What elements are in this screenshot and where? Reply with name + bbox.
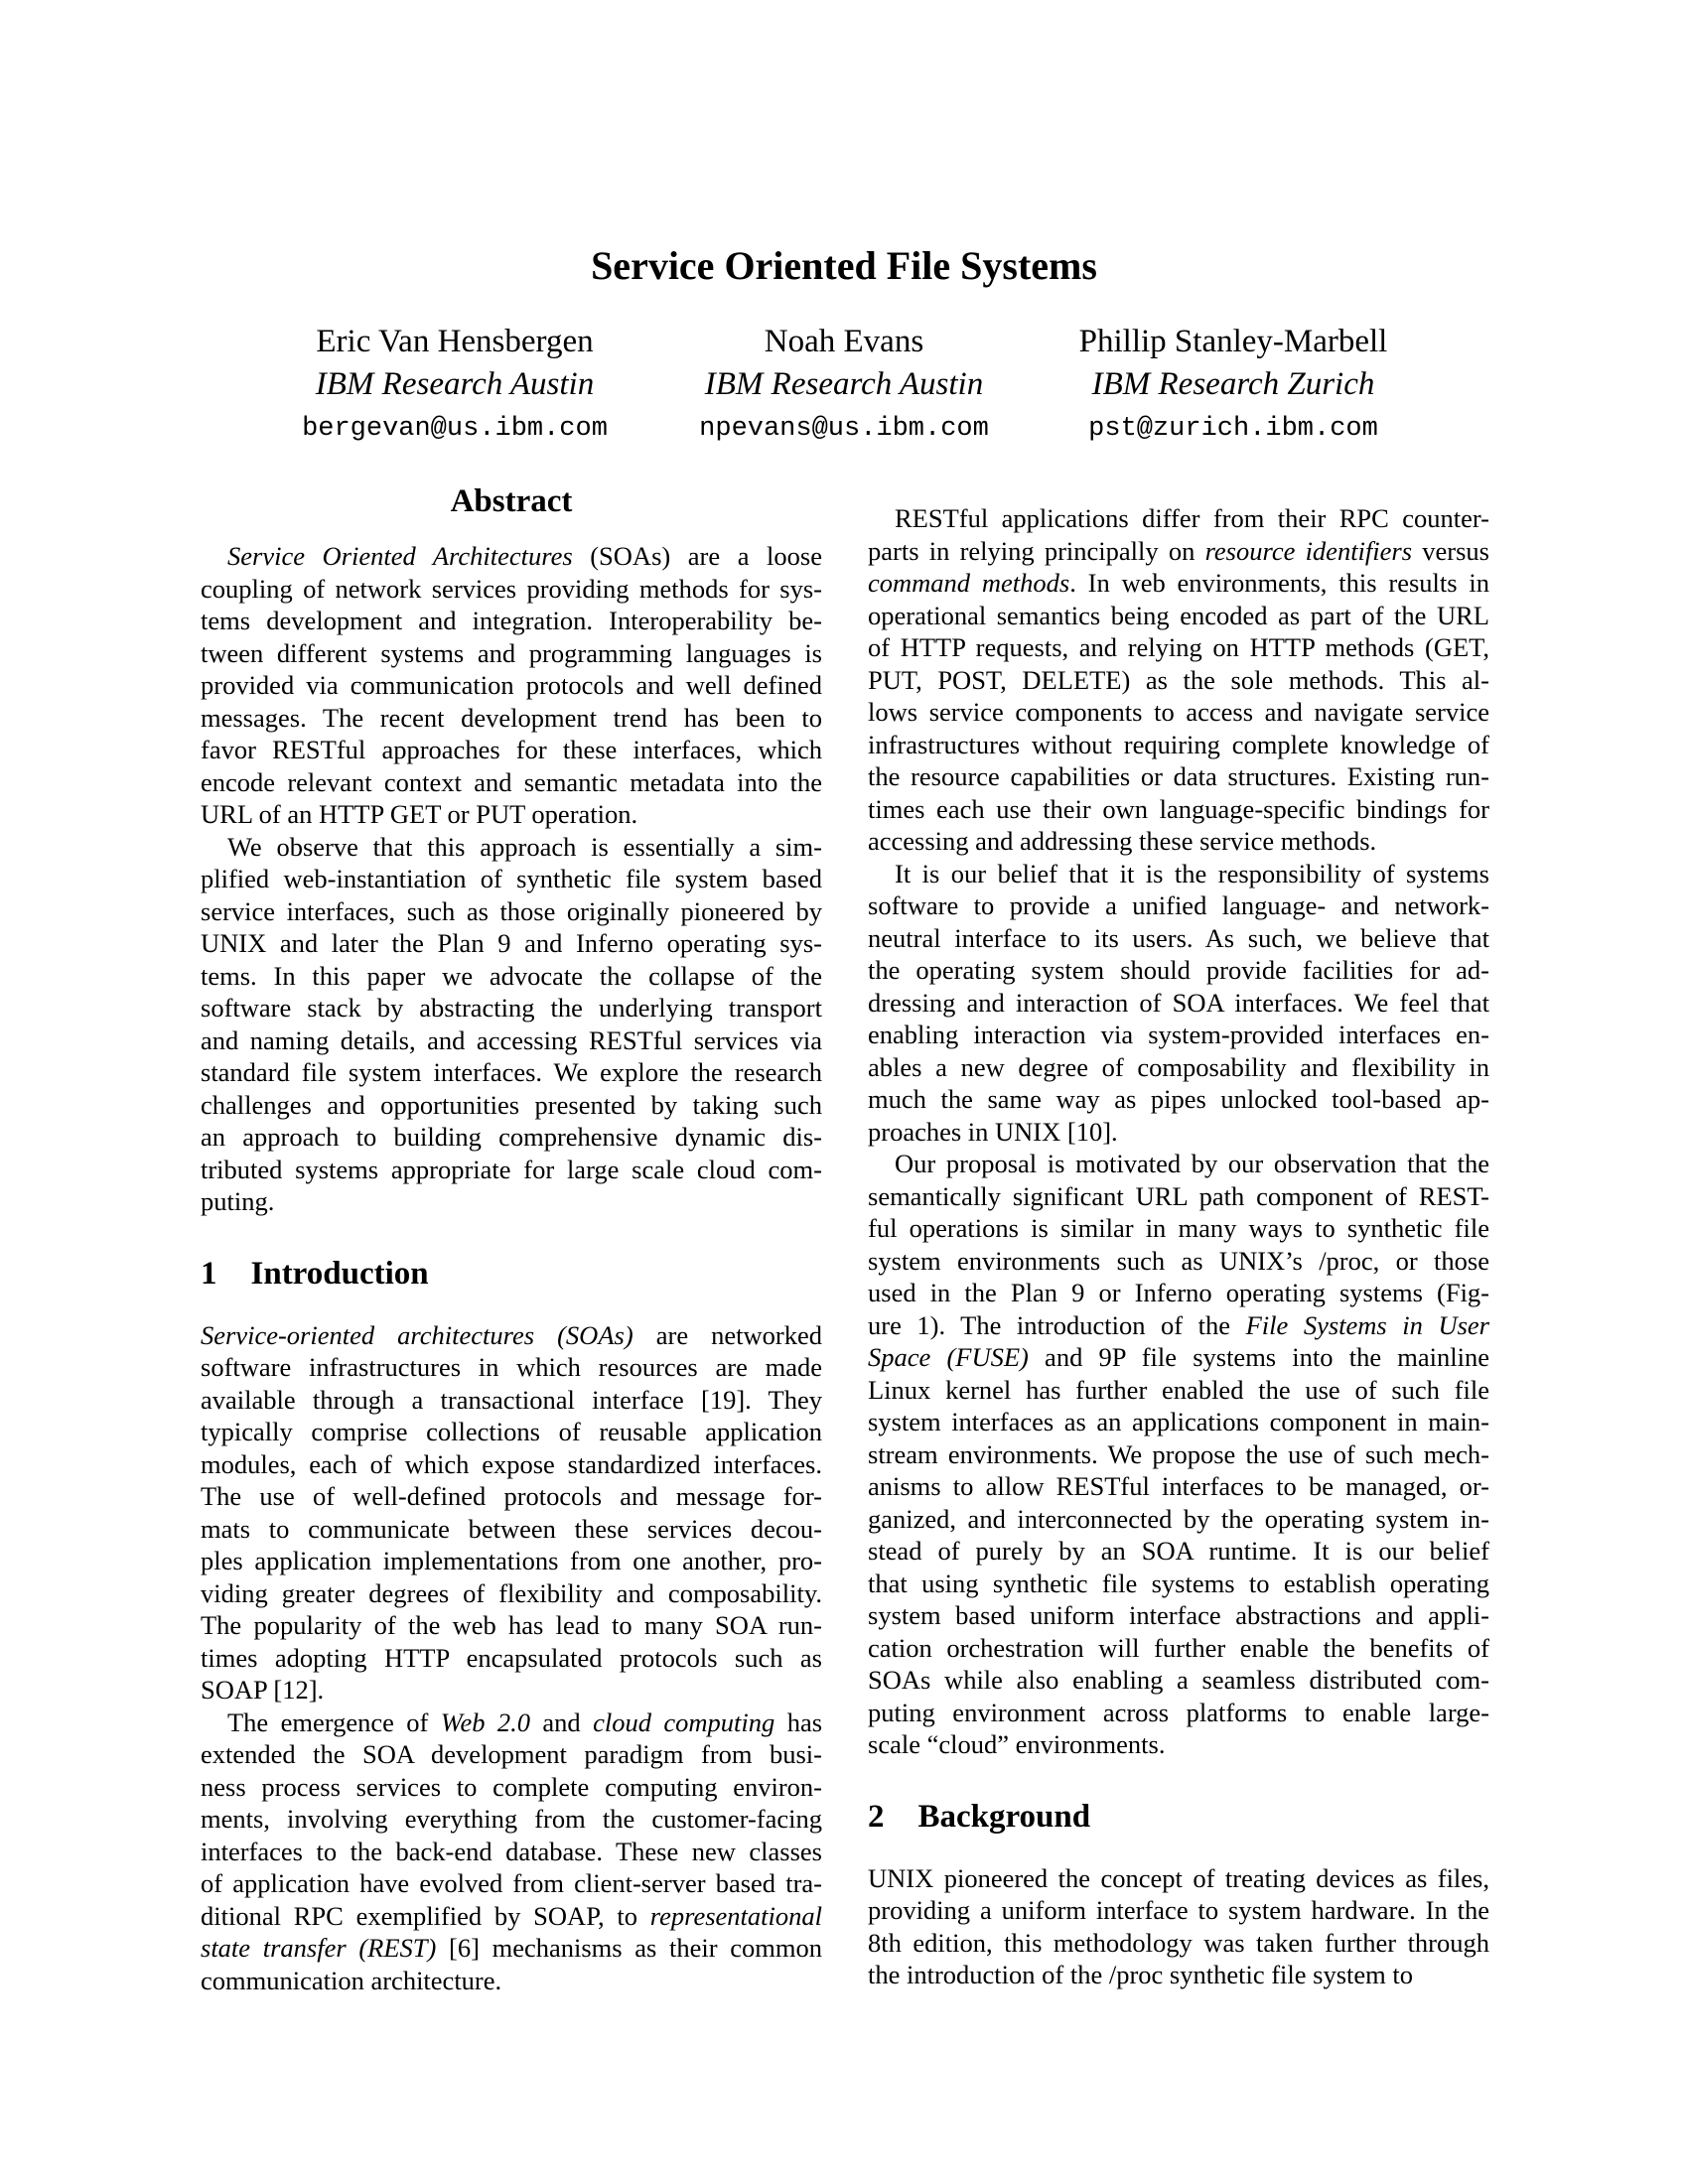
text-line: communication architecture. xyxy=(201,1965,502,1995)
text-line: operational semantics being encoded as part of the URL xyxy=(868,600,1489,630)
text-line: dressing and interaction of SOA interfaces. We feel that xyxy=(868,987,1489,1018)
author-email: npevans@us.ibm.com xyxy=(699,414,989,444)
text-line: the resource capabilities or data structures. Existing run- xyxy=(868,761,1489,791)
text-line: enabling interaction via system-provided interfaces en- xyxy=(868,1020,1489,1049)
author-name: Noah Evans xyxy=(764,324,924,359)
text-line: providing a uniform interface to system hardware. In the xyxy=(868,1895,1489,1925)
author-block xyxy=(0,322,1688,451)
two-column-body xyxy=(201,475,1489,1996)
text-line: Our proposal is motivated by our observation that the xyxy=(895,1149,1489,1178)
text-line: tributed systems appropriate for large scale cloud com- xyxy=(201,1154,822,1184)
text-line: We observe that this approach is essentially a sim- xyxy=(227,831,822,862)
text-line: Linux kernel has further enabled the use of such file xyxy=(868,1374,1489,1405)
text-line: that using synthetic file systems to establish operating xyxy=(868,1568,1489,1598)
text-line: provided via communication protocols and well defined xyxy=(201,670,822,700)
text-line: viding greater degrees of flexibility and composability. xyxy=(201,1577,822,1608)
text-line: the introduction of the /proc synthetic file system to xyxy=(868,1960,1414,1989)
section-number: 1 xyxy=(201,1255,217,1292)
section-number: 2 xyxy=(868,1798,885,1835)
text-line: modules, each of which expose standardized interfaces. xyxy=(201,1448,822,1479)
text-line: standard file system interfaces. We explore the research xyxy=(201,1057,822,1087)
text-line: the operating system should provide facilities for ad- xyxy=(868,955,1489,985)
author-email: bergevan@us.ibm.com xyxy=(302,414,608,444)
text-line: ments, involving everything from the customer-facing xyxy=(201,1804,822,1834)
text-line: scale “cloud” environments. xyxy=(868,1729,1166,1759)
text-line: software infrastructures in which resources are made xyxy=(201,1352,822,1382)
text-line: software stack by abstracting the underlying transport xyxy=(201,993,822,1023)
text-line: cation orchestration will further enable the benefits of xyxy=(868,1632,1489,1663)
text-line: used in the Plan 9 or Inferno operating systems (Fig- xyxy=(868,1278,1489,1307)
text-line: system environments such as UNIX’s /proc, or those xyxy=(868,1245,1489,1276)
text-line: The use of well-defined protocols and message for- xyxy=(201,1481,822,1511)
text-line: software to provide a unified language- and network- xyxy=(868,890,1489,920)
text-line: of application have evolved from client-server based tra- xyxy=(201,1868,822,1898)
text-line: times adopting HTTP encapsulated protocols such as xyxy=(201,1642,822,1673)
author-affiliation: IBM Research Austin xyxy=(704,366,984,402)
text-line: system interfaces as an applications component in main- xyxy=(868,1407,1489,1436)
text-line: PUT, POST, DELETE) as the sole methods. This al- xyxy=(868,664,1489,695)
text-line: ditional RPC exemplified by SOAP, to representational xyxy=(201,1900,822,1931)
section-heading xyxy=(868,1795,1489,1839)
text-line: ure 1). The introduction of the File Systems in User xyxy=(868,1309,1489,1340)
text-line: ness process services to complete computing environ- xyxy=(201,1771,822,1802)
text-line: times each use their own language-specific bindings for xyxy=(868,793,1489,824)
text-line: coupling of network services providing methods for sys- xyxy=(201,573,822,604)
text-line: extended the SOA development paradigm from busi- xyxy=(201,1739,822,1769)
text-line: encode relevant context and semantic metadata into the xyxy=(201,766,822,797)
text-line: anisms to allow RESTful interfaces to be managed, or- xyxy=(868,1471,1489,1501)
text-line: much the same way as pipes unlocked tool-based ap- xyxy=(868,1084,1489,1114)
text-line: available through a transactional interface [19]. They xyxy=(201,1384,822,1415)
text-line: 8th edition, this methodology was taken further through xyxy=(868,1927,1489,1958)
text-line: favor RESTful approaches for these interfaces, which xyxy=(201,735,822,764)
text-line: UNIX pioneered the concept of treating devices as files, xyxy=(868,1862,1489,1893)
text-line: ful operations is similar in many ways to synthetic file xyxy=(868,1213,1489,1243)
author xyxy=(649,322,1039,451)
text-line: system based uniform interface abstractions and appli- xyxy=(868,1600,1489,1630)
author-name: Eric Van Hensbergen xyxy=(316,324,594,359)
text-line: puting. xyxy=(201,1186,275,1216)
text-line: UNIX and later the Plan 9 and Inferno operating sys- xyxy=(201,928,822,958)
text-line: RESTful applications differ from their RPC counter- xyxy=(895,503,1489,533)
text-line: of HTTP requests, and relying on HTTP methods (GET, xyxy=(868,632,1489,662)
text-line: state transfer (REST) [6] mechanisms as their common xyxy=(201,1933,822,1963)
text-line: parts in relying principally on resource identifiers versus xyxy=(868,535,1489,566)
text-line: challenges and opportunities presented by taking such xyxy=(201,1089,822,1120)
text-line: tween different systems and programming languages is xyxy=(201,637,822,668)
text-line: service interfaces, such as those originally pioneered by xyxy=(201,895,822,926)
text-line: Service-oriented architectures (SOAs) are networked xyxy=(201,1319,822,1350)
text-line: ples application implementations from one another, pro- xyxy=(201,1546,822,1575)
text-line: ables a new degree of composability and flexibility in xyxy=(868,1051,1489,1082)
text-line: neutral interface to its users. As such, we believe that xyxy=(868,922,1489,953)
text-line: Service Oriented Architectures (SOAs) are a loose xyxy=(227,541,822,571)
text-line: interfaces to the back-end database. These new classes xyxy=(201,1836,822,1866)
text-line: URL of an HTTP GET or PUT operation. xyxy=(201,799,638,829)
text-line: ganized, and interconnected by the operating system in- xyxy=(868,1503,1489,1534)
author-name: Phillip Stanley-Marbell xyxy=(1078,324,1388,359)
text-line: lows service components to access and navigate service xyxy=(868,697,1489,727)
author xyxy=(260,322,649,451)
author xyxy=(1039,322,1428,451)
text-line: infrastructures without requiring complete knowledge of xyxy=(868,729,1489,759)
section-heading xyxy=(201,1252,822,1296)
text-line: stead of purely by an SOA runtime. It is our belief xyxy=(868,1536,1489,1566)
section-title: Background xyxy=(917,1798,1091,1835)
author-email: pst@zurich.ibm.com xyxy=(1088,414,1378,444)
text-line: typically comprise collections of reusable application xyxy=(201,1417,822,1446)
text-line: command methods. In web environments, this results in xyxy=(868,568,1489,598)
text-line: plified web-instantiation of synthetic file system based xyxy=(201,864,822,893)
text-line: proaches in UNIX [10]. xyxy=(868,1116,1118,1147)
text-line: puting environment across platforms to enable large- xyxy=(868,1697,1489,1727)
text-line: The emergence of Web 2.0 and cloud computing has xyxy=(227,1706,823,1737)
text-line: SOAs while also enabling a seamless distributed com- xyxy=(868,1665,1489,1695)
text-line: semantically significant URL path component of REST- xyxy=(868,1180,1489,1211)
text-line: messages. The recent development trend has been to xyxy=(201,702,822,733)
author-affiliation: IBM Research Zurich xyxy=(1091,366,1375,402)
text-line: accessing and addressing these service methods. xyxy=(868,826,1377,856)
paper-title: Service Oriented File Systems xyxy=(591,243,1097,288)
text-line: tems. In this paper we advocate the collapse of the xyxy=(201,960,822,991)
text-line: The popularity of the web has lead to many SOA run- xyxy=(201,1610,822,1640)
column-left xyxy=(201,475,822,1996)
text-line: It is our belief that it is the responsibility of systems xyxy=(895,858,1489,888)
text-line: an approach to building comprehensive dynamic dis- xyxy=(201,1122,822,1152)
author-affiliation: IBM Research Austin xyxy=(315,366,595,402)
text-line: mats to communicate between these services decou- xyxy=(201,1513,822,1544)
column-right xyxy=(868,475,1489,1996)
text-line: SOAP [12]. xyxy=(201,1675,325,1705)
text-line: tems development and integration. Interoperability be- xyxy=(201,606,822,635)
text-line: stream environments. We propose the use of such mech- xyxy=(868,1438,1489,1469)
text-line: Space (FUSE) and 9P file systems into the mainline xyxy=(868,1342,1490,1372)
section-title: Introduction xyxy=(250,1255,429,1292)
text-line: and naming details, and accessing RESTful services via xyxy=(201,1024,822,1055)
abstract-heading: Abstract xyxy=(450,483,573,519)
